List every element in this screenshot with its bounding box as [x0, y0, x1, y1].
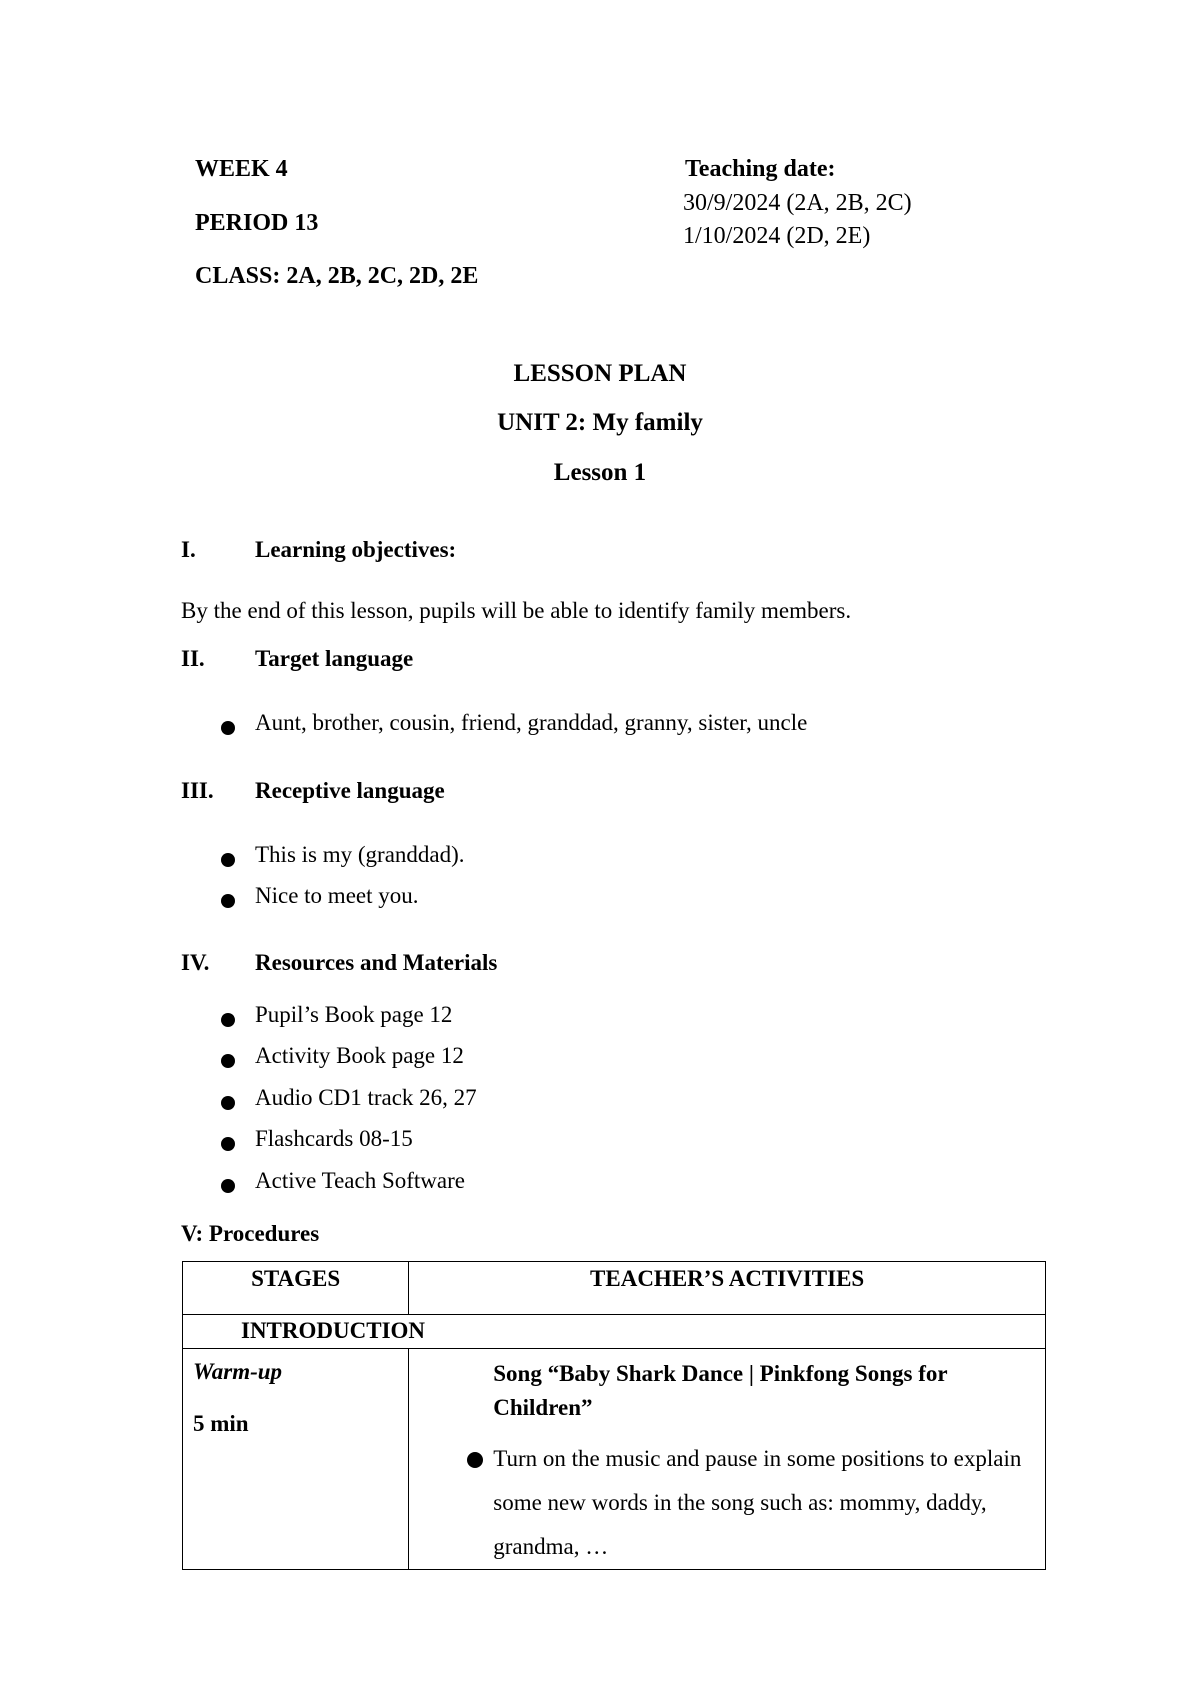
section-1-title: Learning objectives:: [255, 537, 457, 562]
bullet-icon: [467, 1452, 483, 1468]
receptive-item-2: Nice to meet you.: [255, 883, 419, 908]
bullet-icon: [221, 1013, 235, 1027]
unit-title: UNIT 2: My family: [497, 409, 703, 436]
bullet-icon: [221, 1179, 235, 1193]
section-2-number: II.: [181, 646, 205, 671]
target-language-item: Aunt, brother, cousin, friend, granddad, granny, sister, uncle: [255, 710, 808, 735]
bullet-icon: [221, 853, 235, 867]
teaching-date-1: 30/9/2024 (2A, 2B, 2C): [683, 190, 912, 216]
teaching-date-label: Teaching date:: [685, 156, 836, 182]
warmup-activities-cell: [409, 1349, 1046, 1570]
section-4-title: Resources and Materials: [255, 950, 498, 975]
section-4-number: IV.: [181, 950, 210, 975]
section-3-number: III.: [181, 778, 214, 803]
section-1-number: I.: [181, 537, 196, 562]
bullet-icon: [221, 1096, 235, 1110]
warmup-time: 5 min: [193, 1411, 249, 1436]
period-label: PERIOD 13: [195, 210, 319, 236]
warmup-label: Warm-up: [193, 1359, 283, 1384]
resource-item-2: Activity Book page 12: [255, 1043, 464, 1068]
warmup-step-text: Turn on the music and pause in some positions to explain some new words in the song such as: mommy, daddy, grandma, …: [493, 1446, 1022, 1559]
warmup-stage-cell: [183, 1349, 409, 1570]
lesson-title: Lesson 1: [553, 459, 647, 486]
introduction-row: [183, 1315, 1046, 1349]
week-label: WEEK 4: [195, 156, 288, 182]
bullet-icon: [221, 894, 235, 908]
resource-item-5: Active Teach Software: [255, 1168, 465, 1193]
warmup-row: [183, 1349, 1046, 1570]
procedures-table: [182, 1261, 1046, 1570]
lesson-plan-title: LESSON PLAN: [513, 360, 687, 387]
stages-header: STAGES: [183, 1262, 409, 1315]
bullet-icon: [221, 1054, 235, 1068]
section-3-title: Receptive language: [255, 778, 445, 803]
class-label: CLASS: 2A, 2B, 2C, 2D, 2E: [195, 263, 479, 289]
song-title: Song “Baby Shark Dance | Pinkfong Songs for Children”: [493, 1361, 948, 1420]
objectives-text: By the end of this lesson, pupils will be able to identify family members.: [181, 598, 852, 623]
section-2-title: Target language: [255, 646, 414, 671]
receptive-item-1: This is my (granddad).: [255, 842, 465, 867]
table-header-row: [183, 1262, 1046, 1315]
introduction-label: INTRODUCTION: [183, 1315, 1046, 1349]
bullet-icon: [221, 721, 235, 735]
bullet-icon: [221, 1137, 235, 1151]
activities-header: TEACHER’S ACTIVITIES: [409, 1262, 1046, 1315]
list-item: [493, 1437, 1025, 1569]
procedures-title: V: Procedures: [181, 1221, 320, 1246]
teaching-date-2: 1/10/2024 (2D, 2E): [683, 223, 871, 249]
resource-item-3: Audio CD1 track 26, 27: [255, 1085, 477, 1110]
resource-item-4: Flashcards 08-15: [255, 1126, 413, 1151]
resource-item-1: Pupil’s Book page 12: [255, 1002, 453, 1027]
